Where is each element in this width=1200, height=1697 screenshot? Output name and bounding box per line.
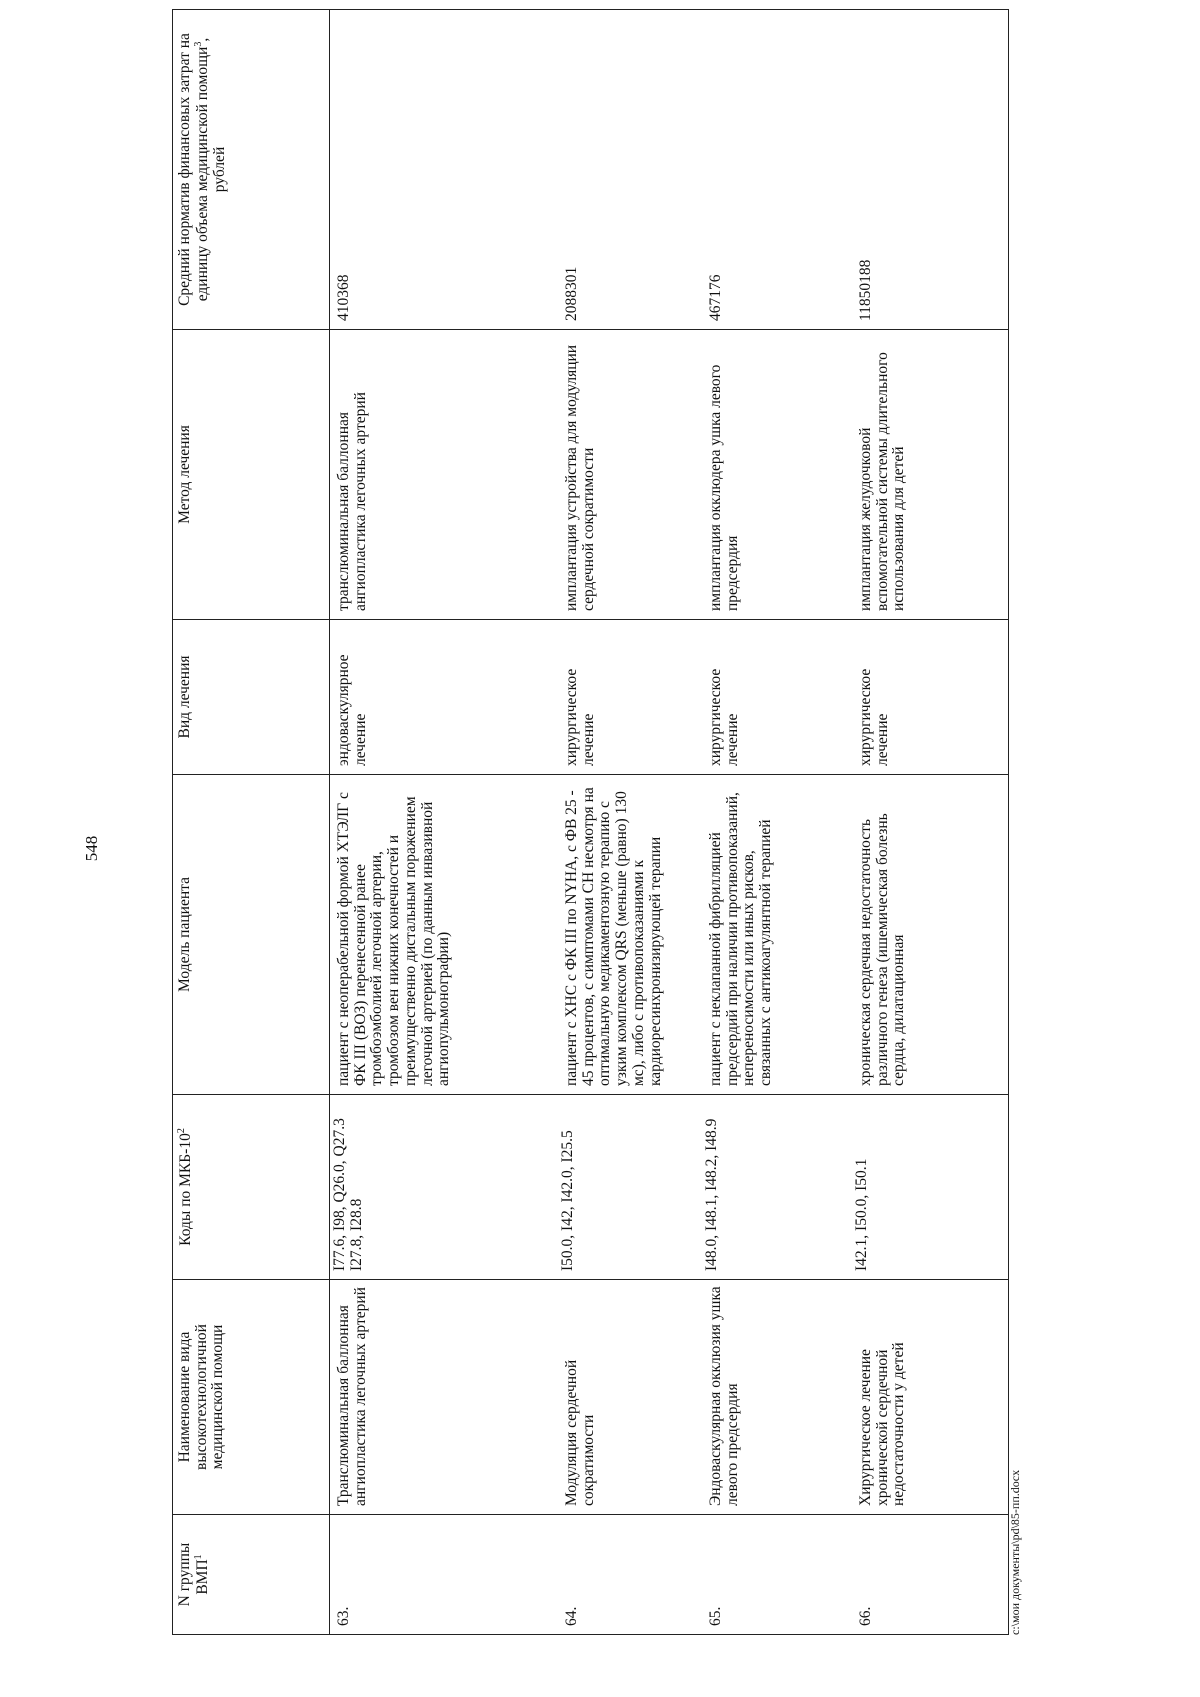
- cell-model: пациент с неоперабельной формой ХТЭЛГ с ФК III (ВОЗ) перенесенной ранее тромбоэмболией легочной артерии, тромбозом вен нижних конечностей и преимущественно дистальным поражением легочной артерией (по данным инвазивной ангиопульмонографии): [330, 775, 559, 1095]
- cell-cost: 11850188: [852, 10, 1009, 330]
- cell-codes: I48.0, I48.1, I48.2, I48.9: [702, 1095, 852, 1280]
- cell-n: 65.: [702, 1515, 852, 1635]
- cell-method: имплантация желудочковой вспомогательной системы длительного использования для детей: [852, 330, 1009, 620]
- header-cost: Средний норматив финансовых затрат на единицу объема медицинской помощи$^3$, рублей: [173, 10, 330, 330]
- vmp-table: [172, 9, 1009, 1635]
- header-name: Наименование вида высокотехнологичной медицинской помощи: [173, 1280, 330, 1515]
- cell-name: Эндоваскулярная окклюзия ушка левого предсердия: [702, 1280, 852, 1515]
- footer-file-path: c:\мои документы\pd\85-пп.docx: [1008, 1469, 1022, 1635]
- cell-name: Хирургическое лечение хронической сердечной недостаточности у детей: [852, 1280, 1009, 1515]
- cell-type: эндоваскулярное лечение: [330, 620, 559, 775]
- cell-type: хирургическое лечение: [558, 620, 702, 775]
- cell-codes: I77.6, I98, Q26.0, Q27.3 I27.8, I28.8: [330, 1095, 559, 1280]
- cell-model: пациент с неклапанной фибрилляцией предсердий при наличии противопоказаний, непереносимости или иных рисков, связанных с антикоагулянтной терапией: [702, 775, 852, 1095]
- cell-method: транслюминальная баллонная ангиопластика легочных артерий: [330, 330, 559, 620]
- table-header-row: [173, 10, 330, 1635]
- cell-cost: 410368: [330, 10, 559, 330]
- cell-codes: I50.0, I42, I42.0, I25.5: [558, 1095, 702, 1280]
- table-row: [852, 10, 1009, 1635]
- page-number: 548: [82, 835, 101, 862]
- cell-codes: I42.1, I50.0, I50.1: [852, 1095, 1009, 1280]
- table-row: [330, 10, 559, 1635]
- header-method: Метод лечения: [173, 330, 330, 620]
- header-codes: Коды по МКБ-$10^2$: [173, 1095, 330, 1280]
- cell-method: имплантация устройства для модуляции сердечной сократимости: [558, 330, 702, 620]
- cell-method: имплантация окклюдера ушка левого предсердия: [702, 330, 852, 620]
- header-type: Вид лечения: [173, 620, 330, 775]
- header-model: Модель пациента: [173, 775, 330, 1095]
- cell-n: 66.: [852, 1515, 1009, 1635]
- cell-model: пациент с ХНС с ФК III по NYHA, с ФВ 25 - 45 процентов, с симптомами СН несмотря на оптимальную медикаментозную терапию с узким комплексом QRS (меньше (равно) 130 мс), либо с противопоказаниями к кардиоресинхронизирующей терапии: [558, 775, 702, 1095]
- cell-n: 63.: [330, 1515, 559, 1635]
- cell-name: Модуляция сердечной сократимости: [558, 1280, 702, 1515]
- cell-type: хирургическое лечение: [852, 620, 1009, 775]
- header-n: N группы ВМП$^1$: [173, 1515, 330, 1635]
- cell-model: хроническая сердечная недостаточность различного генеза (ишемическая болезнь сердца, дилатационная: [852, 775, 1009, 1095]
- cell-type: хирургическое лечение: [702, 620, 852, 775]
- table-row: [702, 10, 852, 1635]
- cell-n: 64.: [558, 1515, 702, 1635]
- cell-name: Транслюминальная баллонная ангиопластика легочных артерий: [330, 1280, 559, 1515]
- table-row: [558, 10, 702, 1635]
- cell-cost: 2088301: [558, 10, 702, 330]
- cell-cost: 467176: [702, 10, 852, 330]
